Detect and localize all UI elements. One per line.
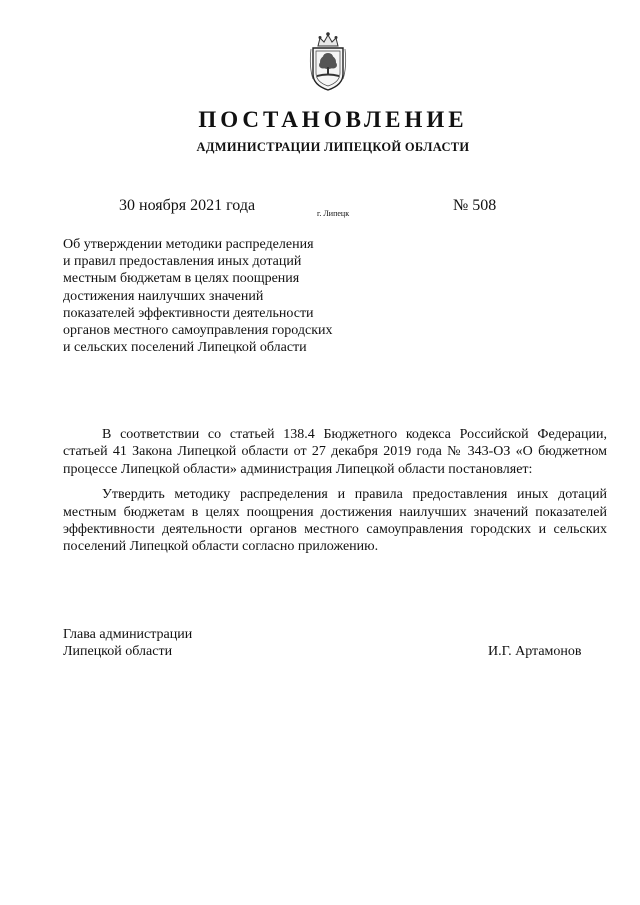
- coat-of-arms-icon: [306, 31, 350, 93]
- document-date: 30 ноября 2021 года: [119, 197, 256, 214]
- signer-name: И.Г. Артамонов: [488, 644, 582, 659]
- subject-line: и сельских поселений Липецкой области: [63, 340, 307, 356]
- subject-line: достижения наилучших значений: [63, 288, 264, 304]
- subject-line: местным бюджетам в целях поощрения: [63, 271, 300, 287]
- body-paragraph-resolution: Утвердить методику распределения и правила предоставления иных дотаций местным бюджетам в целях поощрения достижения наилучших значений показателей эффективности деятельности органов местного самоуправления городских и сельских поселений Липецкой области согласно приложению.: [63, 487, 607, 555]
- document-subject: [63, 236, 383, 356]
- document-type-title: ПОСТАНОВЛЕНИЕ: [198, 107, 468, 132]
- signer-title: [63, 626, 192, 660]
- signer-title-line: Липецкой области: [63, 644, 173, 660]
- body-paragraph-preamble: В соответствии со статьей 138.4 Бюджетного кодекса Российской Федерации, статьей 41 Закона Липецкой области от 27 декабря 2019 года № 343-ОЗ «О бюджетном процессе Липецкой области» администрация Липецкой области постановляет:: [63, 427, 607, 477]
- subject-line: Об утверждении методики распределения: [63, 237, 314, 252]
- subject-line: органов местного самоуправления городских: [63, 323, 333, 339]
- document-number: № 508: [453, 197, 497, 214]
- document-body: [63, 426, 607, 556]
- subject-line: показателей эффективности деятельности: [63, 305, 314, 321]
- issuer-heading: АДМИНИСТРАЦИИ ЛИПЕЦКОЙ ОБЛАСТИ: [196, 140, 470, 154]
- signer-title-line: Глава администрации: [63, 627, 193, 642]
- subject-line: и правил предоставления иных дотаций: [63, 254, 302, 270]
- document-place: г. Липецк: [317, 209, 350, 218]
